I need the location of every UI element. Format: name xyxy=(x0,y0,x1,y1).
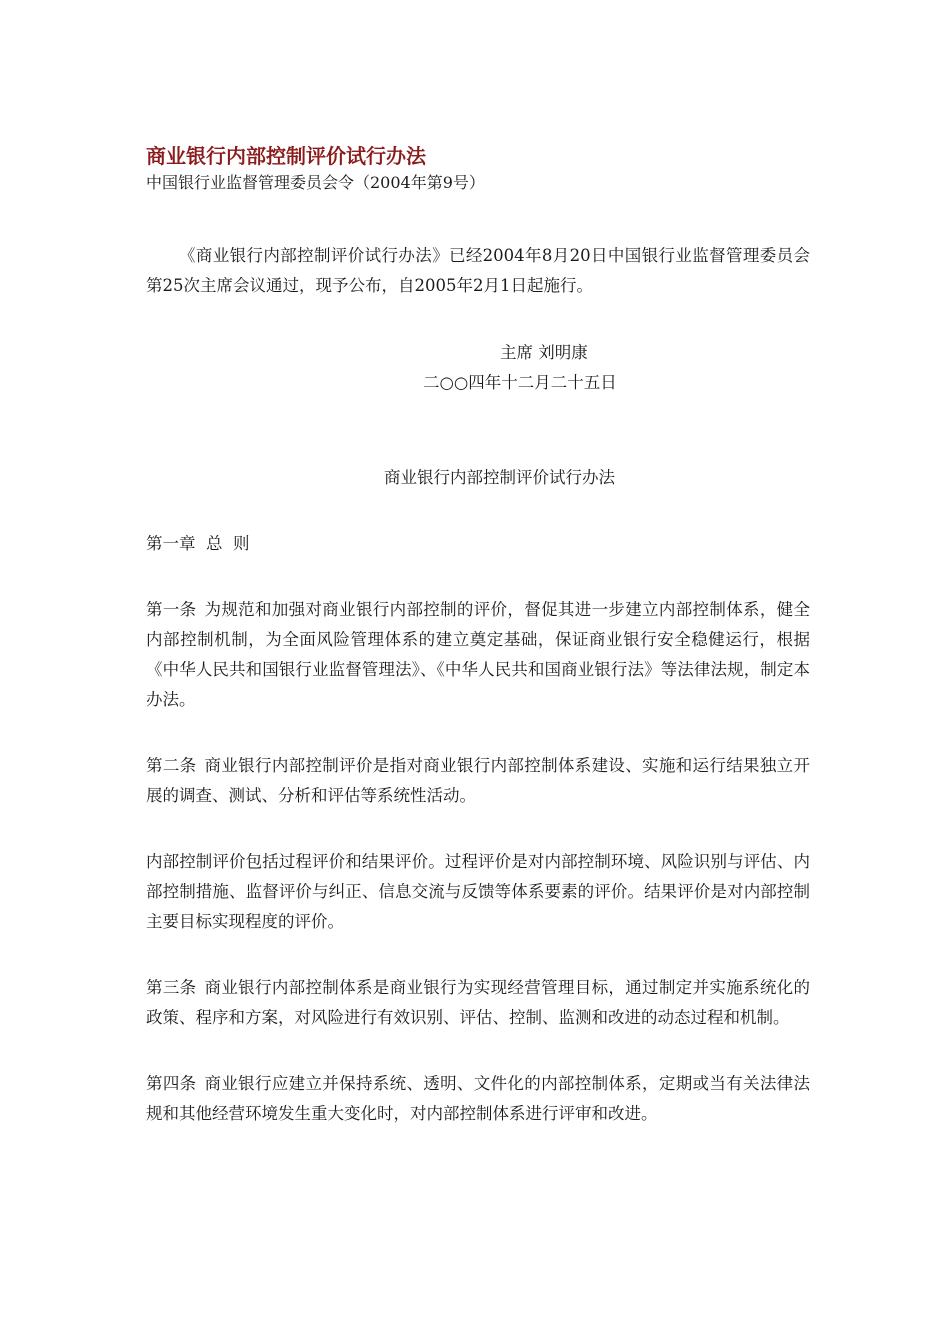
issue-date: 二○○四年十二月二十五日 xyxy=(423,373,617,392)
order-line: 中国银行业监督管理委员会令（2004年第9号） xyxy=(146,173,485,192)
article-text: 商业银行内部控制体系是商业银行为实现经营管理目标，通过制定并实施系统化的政策、程序和方案，对风险进行有效识别、评估、控制、监测和改进的动态过程和机制。 xyxy=(146,978,811,1027)
article-text: 为规范和加强对商业银行内部控制的评价，督促其进一步建立内部控制体系，健全内部控制机制，为全面风险管理体系的建立奠定基础，保证商业银行安全稳健运行，根据《中华人民共和国银行业监督管理法》、《中华人民共和国商业银行法》等法律法规，制定本办法。 xyxy=(146,600,811,709)
article-text: 商业银行应建立并保持系统、透明、文件化的内部控制体系，定期或当有关法律法规和其他经营环境发生重大变化时，对内部控制体系进行评审和改进。 xyxy=(146,1074,811,1123)
article-label: 第一条 xyxy=(146,600,197,619)
document-heading: 商业银行内部控制评价试行办法 xyxy=(384,468,615,487)
document-title: 商业银行内部控制评价试行办法 xyxy=(146,144,426,168)
article-label: 第三条 xyxy=(146,978,197,997)
signer-line: 主席 刘明康 xyxy=(500,343,588,362)
chapter-heading: 第一章 总 则 xyxy=(146,534,250,553)
intro-paragraph: 《商业银行内部控制评价试行办法》已经2004年8月20日中国银行业监督管理委员会第25次主席会议通过，现予公布，自2005年2月1日起施行。 xyxy=(146,246,810,295)
article-label: 第二条 xyxy=(146,756,197,775)
article-paragraph xyxy=(146,1069,810,1129)
document-page xyxy=(146,143,810,1129)
article-label: 第四条 xyxy=(146,1074,197,1093)
article-paragraph xyxy=(146,751,810,811)
article-text: 商业银行内部控制评价是指对商业银行内部控制体系建设、实施和运行结果独立开展的调查、测试、分析和评估等系统性活动。 xyxy=(146,756,811,805)
article-paragraph xyxy=(146,595,810,715)
article-paragraph xyxy=(146,973,810,1033)
article-text: 内部控制评价包括过程评价和结果评价。过程评价是对内部控制环境、风险识别与评估、内部控制措施、监督评价与纠正、信息交流与反馈等体系要素的评价。结果评价是对内部控制主要目标实现程度的评价。 xyxy=(146,852,810,931)
article-paragraph xyxy=(146,847,810,937)
